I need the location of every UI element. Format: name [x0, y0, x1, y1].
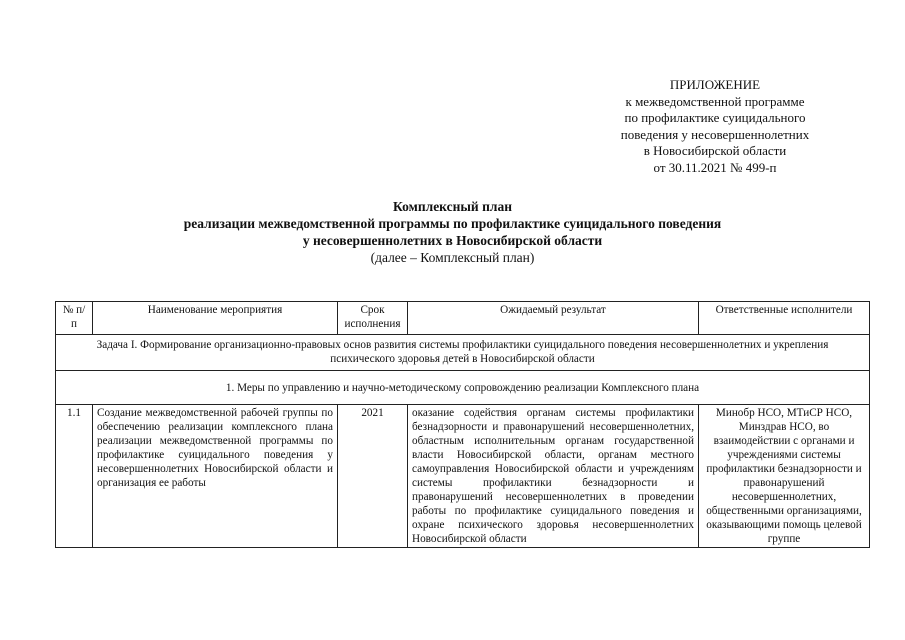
plan-table [55, 301, 870, 548]
appendix-title: ПРИЛОЖЕНИЕ [669, 77, 761, 92]
header-name: Наименование мероприятия [93, 302, 338, 335]
row-result: оказание содействия органам системы профилактики безнадзорности и правонарушений несовершеннолетних, областным исполнительным органам государственной власти Новосибирской области, органам местного самоуправления Новосибирской области и учреждениям системы профилактики безнадзорности и правонарушений несовершеннолетних в проведении работы по профилактике суицидального поведения и охране психического здоровья несовершеннолетних Новосибирской области [408, 405, 699, 548]
header-num: № п/п [56, 302, 93, 335]
header-result: Ожидаемый результат [408, 302, 699, 335]
row-name: Создание межведомственной рабочей группы по обеспечению реализации комплексного плана реализации межведомственной программы по профилактике суицидального поведения у несовершеннолетних Новосибирской области и организация ее работы [93, 405, 338, 548]
section-text: 1. Меры по управлению и научно-методическому сопровождению реализации Комплексного плана [56, 371, 870, 405]
plan-title-line: реализации межведомственной программы по профилактике суицидального поведения [183, 216, 722, 231]
plan-title [60, 198, 845, 266]
appendix-line: в Новосибирской области [643, 143, 787, 158]
plan-title-line: Комплексный план [393, 199, 512, 214]
plan-title-note: (далее – Комплексный план) [370, 250, 535, 265]
table-row [56, 405, 870, 548]
plan-title-line: у несовершеннолетних в Новосибирской области [302, 233, 603, 248]
row-responsible: Минобр НСО, МТиСР НСО, Минздрав НСО, во взаимодействии с органами и учреждениями системы профилактики безнадзорности и правонарушений несовершеннолетних, общественными организациями, оказывающими помощь целевой группе [699, 405, 870, 548]
appendix-line: поведения у несовершеннолетних [620, 126, 810, 142]
task-text: Задача I. Формирование организационно-правовых основ развития системы профилактики суицидального поведения несовершеннолетних и укрепления психического здоровья детей в Новосибирской области [56, 335, 870, 371]
appendix-date-number: от 30.11.2021 № 499-п [653, 159, 777, 175]
table-header-row [56, 302, 870, 335]
appendix-line: по профилактике суицидального [624, 110, 806, 125]
header-term: Срок исполнения [338, 302, 408, 335]
appendix-line: к межведомственной программе [625, 93, 805, 109]
section-row [56, 371, 870, 405]
row-num: 1.1 [56, 405, 93, 548]
task-row [56, 335, 870, 371]
appendix-block [560, 77, 870, 176]
header-responsible: Ответственные исполнители [699, 302, 870, 335]
row-term: 2021 [338, 405, 408, 548]
